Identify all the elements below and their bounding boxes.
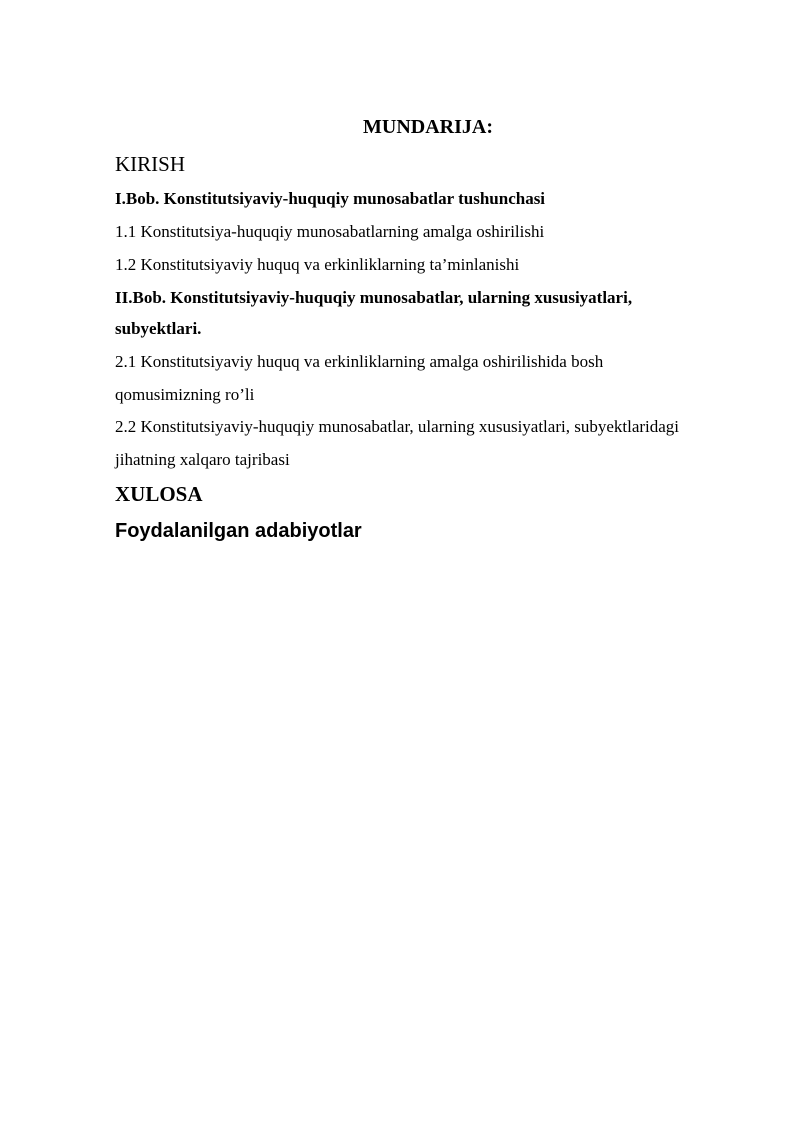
toc-chapter-2-heading-line-2: subyektlari. — [115, 319, 202, 338]
toc-references: Foydalanilgan adabiyotlar — [115, 520, 362, 542]
toc-conclusion: XULOSA — [115, 482, 203, 506]
toc-section-1-1: 1.1 Konstitutsiya-huquqiy munosabatlarning amalga oshirilishi — [115, 222, 545, 241]
toc-section-2-2-line-2: jihatning xalqaro tajribasi — [115, 450, 290, 469]
toc-chapter-2-heading-line-1: II.Bob. Konstitutsiyaviy-huquqiy munosabatlar, ularning xususiyatlari, — [115, 288, 633, 307]
toc-section-2-2-line-1: 2.2 Konstitutsiyaviy-huquqiy munosabatlar, ularning xususiyatlari, subyektlaridagi — [115, 417, 680, 436]
toc-title: MUNDARIJA: — [363, 116, 493, 138]
toc-section-1-2: 1.2 Konstitutsiyaviy huquq va erkinliklarning ta’minlanishi — [115, 255, 520, 274]
toc-chapter-1-heading: I.Bob. Konstitutsiyaviy-huquqiy munosabatlar tushunchasi — [115, 189, 546, 208]
toc-section-2-1-line-1: 2.1 Konstitutsiyaviy huquq va erkinliklarning amalga oshirilishida bosh — [115, 352, 604, 371]
toc-intro: KIRISH — [115, 152, 186, 176]
toc-section-2-1-line-2: qomusimizning ro’li — [115, 385, 255, 404]
